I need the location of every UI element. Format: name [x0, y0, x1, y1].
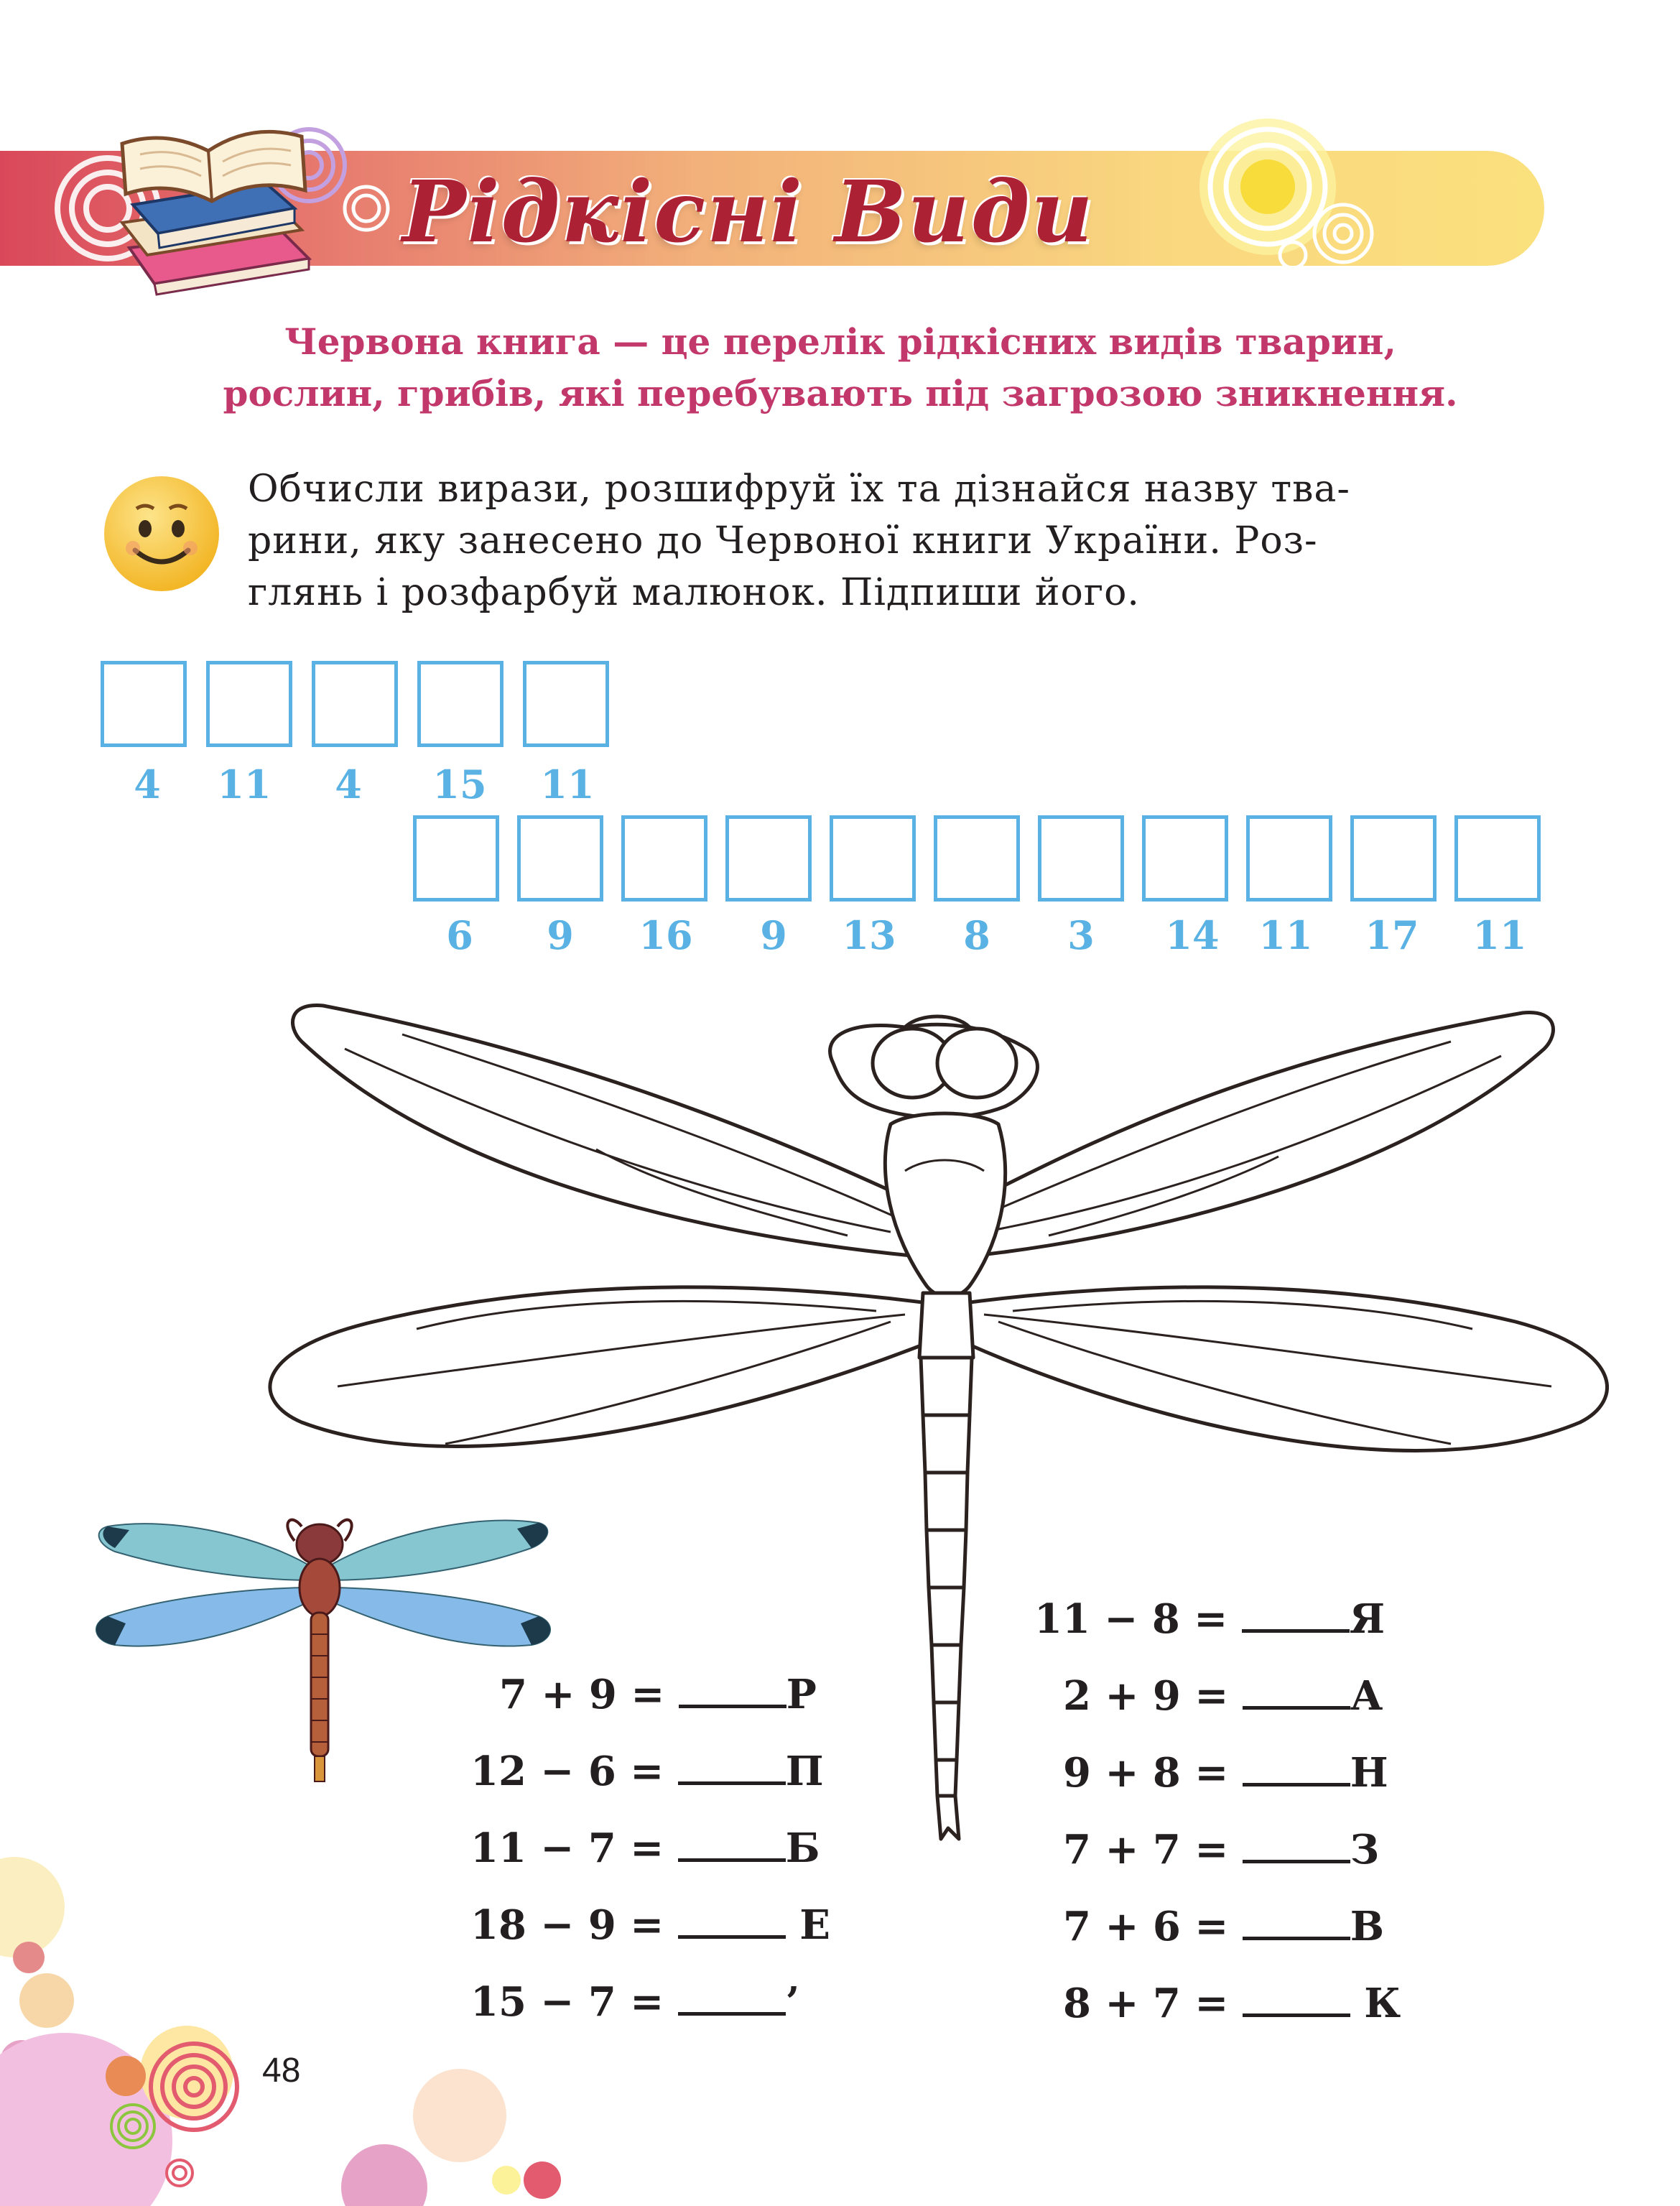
banner-circles-right: [1164, 115, 1379, 280]
answer-box[interactable]: [101, 661, 187, 747]
answer-blank[interactable]: [1243, 1672, 1350, 1710]
equation-letter: П: [785, 1748, 824, 1795]
answer-blank[interactable]: [1242, 1595, 1350, 1633]
code-number: 11: [1258, 912, 1313, 958]
books-icon: [101, 115, 330, 302]
equation-expression: 8 + 7 =: [1063, 1980, 1229, 2027]
equation-row: [470, 1978, 858, 2026]
page-title: Рідкісні Види: [402, 162, 1095, 261]
answer-blank[interactable]: [1243, 1902, 1350, 1940]
equation-letter: Н: [1350, 1749, 1388, 1797]
answer-box[interactable]: [1038, 815, 1124, 902]
intro-line-1: Червона книга — це перелік рідкісних видів тварин,: [284, 320, 1396, 363]
answer-blank[interactable]: [678, 1824, 786, 1862]
task-text: [248, 463, 1462, 618]
answer-blank[interactable]: [679, 1670, 786, 1708]
equation-expression: 9 + 8 =: [1063, 1749, 1229, 1797]
page-number: 48: [262, 2052, 301, 2090]
equation-expression: 11 − 8 =: [1034, 1595, 1228, 1643]
dragonfly-color-illustration: [86, 1473, 560, 1789]
answer-blank[interactable]: [1243, 1825, 1350, 1863]
equation-expression: 18 − 9 =: [470, 1901, 664, 1949]
equation-row: [1063, 1902, 1422, 1950]
code-number: 9: [547, 912, 574, 958]
equation-row: [470, 1824, 858, 1872]
code-number: 13: [842, 912, 896, 958]
answer-box[interactable]: [517, 815, 603, 902]
answer-blank[interactable]: [678, 1978, 786, 2016]
answer-box[interactable]: [417, 661, 503, 747]
equation-letter: Б: [785, 1825, 820, 1872]
equation-letter: Е: [799, 1901, 830, 1949]
answer-box[interactable]: [1246, 815, 1332, 902]
code-number: 4: [335, 761, 362, 807]
equation-letter: ’: [785, 1978, 800, 2026]
equation-expression: 15 − 7 =: [470, 1978, 664, 2026]
equation-letter: В: [1350, 1903, 1385, 1950]
intro-text: [86, 316, 1595, 420]
code-number: 17: [1365, 912, 1419, 958]
answer-box[interactable]: [621, 815, 707, 902]
code-number: 11: [217, 761, 272, 807]
equation-letter: Я: [1349, 1595, 1386, 1643]
task-line-1: Обчисли вирази, розшифруй їх та дізнайся назву тва-: [248, 468, 1350, 511]
equation-row: [1063, 1979, 1451, 2027]
equation-expression: 11 − 7 =: [470, 1825, 664, 1872]
equation-row: [1063, 1672, 1422, 1720]
task-line-3: глянь і розфарбуй малюнок. Підпиши його.: [248, 571, 1140, 614]
code-number: 3: [1067, 912, 1095, 958]
answer-box[interactable]: [1142, 815, 1228, 902]
answer-box[interactable]: [934, 815, 1020, 902]
equation-expression: 12 − 6 =: [470, 1748, 664, 1795]
answer-blank[interactable]: [678, 1747, 786, 1785]
answer-box[interactable]: [413, 815, 499, 902]
smiley-icon: [101, 473, 223, 595]
equation-row: [1063, 1825, 1422, 1873]
answer-box[interactable]: [725, 815, 812, 902]
code-number: 16: [639, 912, 693, 958]
answer-box[interactable]: [206, 661, 292, 747]
code-number: 6: [446, 912, 473, 958]
answer-blank[interactable]: [678, 1901, 786, 1939]
equation-expression: 2 + 9 =: [1063, 1672, 1229, 1720]
equation-letter: А: [1350, 1672, 1383, 1720]
code-number: 11: [540, 761, 595, 807]
equation-expression: 7 + 9 =: [499, 1671, 665, 1718]
code-number: 4: [134, 761, 161, 807]
task-line-2: рини, яку занесено до Червоної книги України. Роз-: [248, 519, 1318, 562]
code-number: 15: [432, 761, 487, 807]
equation-expression: 7 + 7 =: [1063, 1826, 1229, 1873]
equation-row: [1063, 1748, 1422, 1797]
equation-row: [499, 1670, 858, 1718]
answer-box[interactable]: [1350, 815, 1437, 902]
equation-letter: З: [1350, 1826, 1380, 1873]
answer-box[interactable]: [523, 661, 609, 747]
equation-row: [1034, 1595, 1422, 1643]
answer-blank[interactable]: [1243, 1979, 1350, 2017]
equation-letter: Р: [786, 1671, 817, 1718]
code-number: 11: [1472, 912, 1527, 958]
equation-letter: К: [1364, 1980, 1401, 2027]
code-number: 8: [963, 912, 990, 958]
code-number: 9: [760, 912, 787, 958]
answer-box[interactable]: [312, 661, 398, 747]
equation-expression: 7 + 6 =: [1063, 1903, 1229, 1950]
equation-row: [470, 1901, 858, 1949]
answer-blank[interactable]: [1243, 1748, 1350, 1786]
intro-line-2: рослин, грибів, які перебувають під загрозою зникнення.: [223, 372, 1458, 414]
answer-box[interactable]: [1454, 815, 1541, 902]
code-number: 14: [1165, 912, 1220, 958]
equation-row: [470, 1747, 858, 1795]
answer-box[interactable]: [830, 815, 916, 902]
